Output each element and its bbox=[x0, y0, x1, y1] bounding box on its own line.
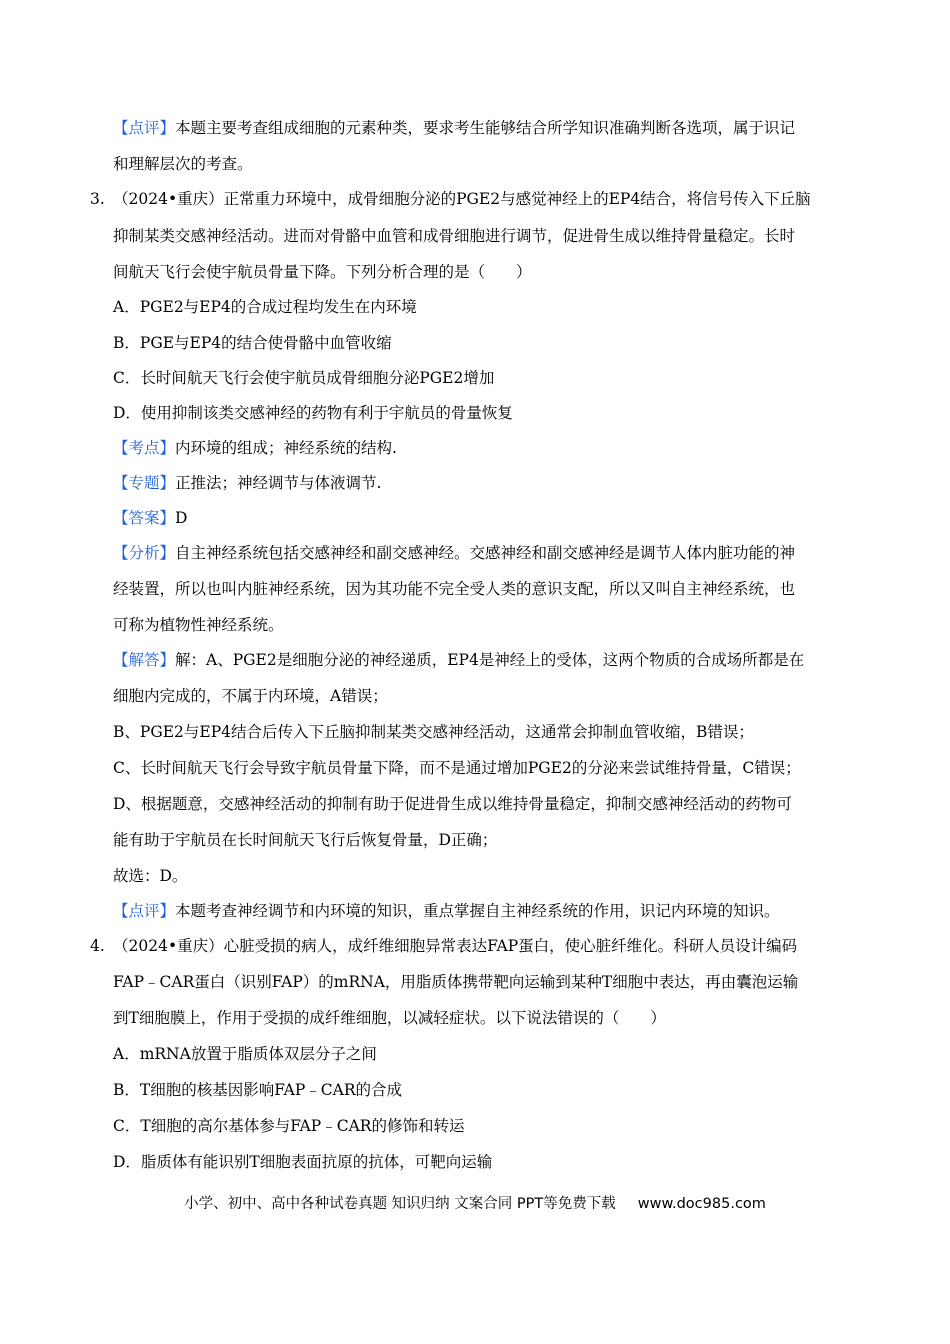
question-3-solution-line-4: C、长时间航天飞行会导致宇航员骨量下降，而不是通过增加PGE2的分泌来尝试维持骨量，C错误； bbox=[113, 759, 801, 777]
question-3-solution-line-7: 故选：D。 bbox=[113, 867, 188, 885]
comment-text: 本题主要考查组成细胞的元素种类，要求考生能够结合所学知识准确判断各选项，属于识记 bbox=[175, 119, 796, 137]
question-3-solution-line-3: B、PGE2与EP4结合后传入下丘脑抑制某类交感神经活动，这通常会抑制血管收缩，B错误； bbox=[113, 723, 754, 741]
q2-comment-line-2: 和理解层次的考查。 bbox=[113, 155, 253, 173]
question-3-solution-line-6: 能有助于宇航员在长时间航天飞行后恢复骨量，D正确； bbox=[113, 831, 498, 849]
question-4-option-c: C．T细胞的高尔基体参与FAP﹣CAR的修饰和转运 bbox=[113, 1117, 465, 1135]
q2-comment-line-1 bbox=[113, 118, 862, 138]
question-4-option-a: A．mRNA放置于脂质体双层分子之间 bbox=[113, 1045, 377, 1063]
comment-tag: 【点评】 bbox=[113, 119, 176, 137]
question-3-stem-line-2: 抑制某类交感神经活动。进而对骨骼中血管和成骨细胞进行调节，促进骨生成以维持骨量稳定。长时 bbox=[113, 227, 796, 245]
question-4-stem-line-2: FAP﹣CAR蛋白（识别FAP）的mRNA，用脂质体携带靶向运输到某种T细胞中表达，再由囊泡运输 bbox=[113, 973, 799, 991]
question-4-option-b: B．T细胞的核基因影响FAP﹣CAR的合成 bbox=[113, 1081, 402, 1099]
footer-text: 小学、初中、高中各种试卷真题 知识归纳 文案合同 PPT等免费下载 bbox=[184, 1196, 616, 1212]
answer-text: D bbox=[175, 509, 188, 527]
question-3-comment bbox=[113, 901, 862, 921]
question-3-solution-line-2: 细胞内完成的，不属于内环境，A错误； bbox=[113, 687, 388, 705]
kaodian-tag: 【考点】 bbox=[113, 439, 176, 457]
question-4-stem-line-3: 到T细胞膜上，作用于受损的成纤维细胞，以减轻症状。以下说法错误的（ ） bbox=[113, 1009, 666, 1027]
question-3-option-b: B．PGE与EP4的结合使骨骼中血管收缩 bbox=[113, 334, 392, 352]
zhuanti-text: 正推法；神经调节与体液调节. bbox=[175, 474, 382, 492]
kaodian-text: 内环境的组成；神经系统的结构. bbox=[175, 439, 397, 457]
question-3-solution-line-1 bbox=[113, 650, 862, 670]
question-3-stem-line-1: （2024•重庆）正常重力环境中，成骨细胞分泌的PGE2与感觉神经上的EP4结合，将信号传入下丘脑 bbox=[113, 190, 811, 208]
analysis-text: 自主神经系统包括交感神经和副交感神经。交感神经和副交感神经是调节人体内脏功能的神 bbox=[175, 544, 796, 562]
page-footer bbox=[0, 1192, 950, 1213]
question-4-option-d: D．脂质体有能识别T细胞表面抗原的抗体，可靶向运输 bbox=[113, 1153, 493, 1171]
comment-text: 本题考查神经调节和内环境的知识，重点掌握自主神经系统的作用，识记内环境的知识。 bbox=[175, 902, 780, 920]
question-3-solution-line-5: D、根据题意，交感神经活动的抑制有助于促进骨生成以维持骨量稳定，抑制交感神经活动的药物可 bbox=[113, 795, 792, 813]
question-4-number: 4. bbox=[90, 937, 105, 955]
solution-tag: 【解答】 bbox=[113, 651, 176, 669]
question-3-stem-line-3: 间航天飞行会使宇航员骨量下降。下列分析合理的是（ ） bbox=[113, 263, 532, 281]
comment-tag: 【点评】 bbox=[113, 902, 176, 920]
question-4-stem-line-1: （2024•重庆）心脏受损的病人，成纤维细胞异常表达FAP蛋白，使心脏纤维化。科研人员设计编码 bbox=[113, 937, 798, 955]
question-3-analysis-line-3: 可称为植物性神经系统。 bbox=[113, 616, 284, 634]
solution-text: 解：A、PGE2是细胞分泌的神经递质，EP4是神经上的受体，这两个物质的合成场所都是在 bbox=[175, 651, 805, 669]
question-3-kaodian bbox=[113, 438, 862, 458]
question-3-option-a: A．PGE2与EP4的合成过程均发生在内环境 bbox=[113, 298, 417, 316]
question-3-answer bbox=[113, 508, 862, 528]
question-3-analysis-line-1 bbox=[113, 543, 862, 563]
answer-tag: 【答案】 bbox=[113, 509, 176, 527]
analysis-tag: 【分析】 bbox=[113, 544, 176, 562]
question-3-option-d: D．使用抑制该类交感神经的药物有利于宇航员的骨量恢复 bbox=[113, 404, 513, 422]
zhuanti-tag: 【专题】 bbox=[113, 474, 176, 492]
question-3-number: 3. bbox=[90, 190, 105, 208]
question-3-analysis-line-2: 经装置，所以也叫内脏神经系统，因为其功能不完全受人类的意识支配，所以又叫自主神经系统，也 bbox=[113, 580, 796, 598]
footer-url[interactable]: www.doc985.com bbox=[637, 1196, 766, 1212]
question-3-zhuanti bbox=[113, 473, 862, 493]
question-3-option-c: C．长时间航天飞行会使宇航员成骨细胞分泌PGE2增加 bbox=[113, 369, 495, 387]
